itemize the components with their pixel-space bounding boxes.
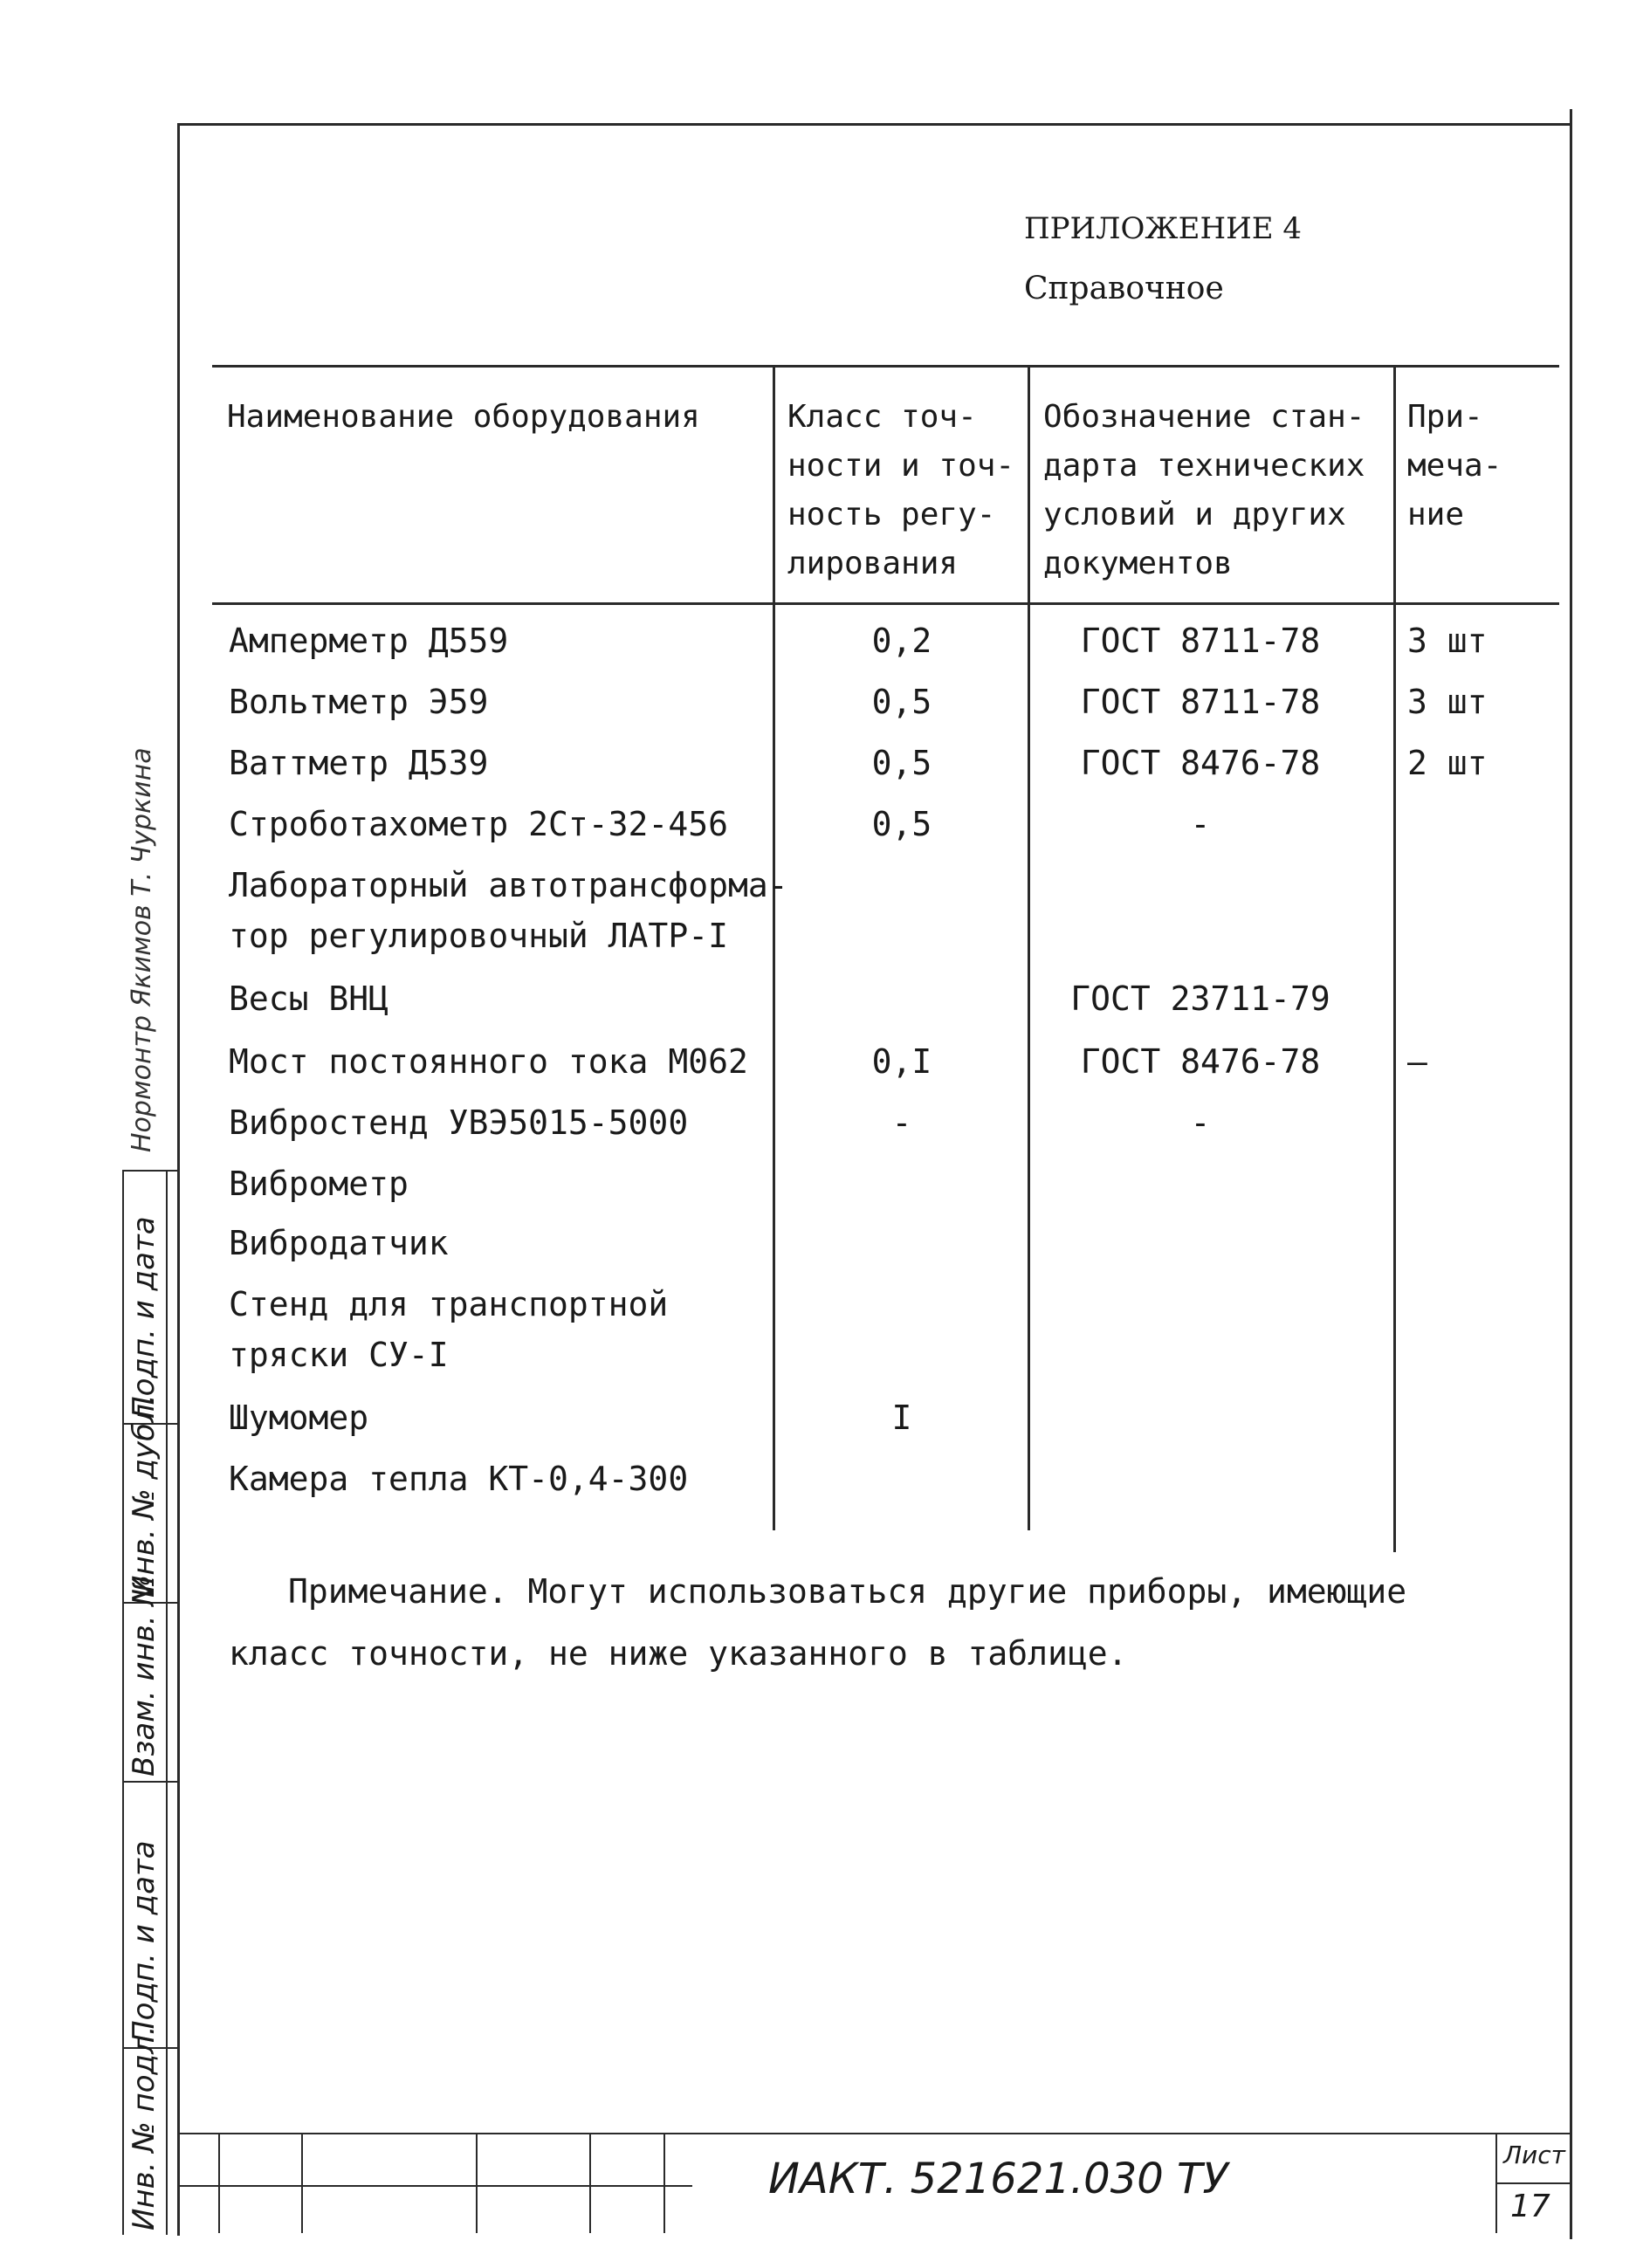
cell-name: Виброметр: [229, 1165, 409, 1203]
cell-standard: ГОСТ 8711-78: [1080, 683, 1321, 721]
cell-standard: ГОСТ 8711-78: [1080, 622, 1321, 660]
cell-note: —: [1407, 1042, 1427, 1081]
frame-left: [177, 123, 180, 2236]
stamp-label-vzam-inv: Взам. инв. №: [127, 1575, 162, 1777]
table-top-border: [212, 365, 1559, 368]
cell-name: Стенд для транспортной тряски СУ-I: [229, 1285, 669, 1374]
col-header-note: При- меча- ние: [1407, 399, 1502, 533]
note-line-2: класс точности, не ниже указанного в таблице.: [229, 1634, 1128, 1673]
cell-accuracy: I: [891, 1399, 912, 1437]
frame-top: [177, 123, 1571, 126]
footer-sep-3: [476, 2133, 478, 2233]
stamp-label-podp-data-1: Подп. и дата: [127, 1840, 162, 2043]
footer-top-line: [177, 2133, 1571, 2134]
note-line-1: Примечание. Могут использоваться другие приборы, имеющие: [288, 1572, 1407, 1611]
cell-note: 2 шт: [1407, 744, 1488, 782]
cell-accuracy: 0,5: [871, 744, 932, 782]
cell-name: Строботахометр 2Ст-32-456: [229, 805, 728, 843]
cell-note: 3 шт: [1407, 622, 1488, 660]
stamp-label-inv-dubl: Инв. № дубл.: [127, 1394, 162, 1598]
cell-note: 3 шт: [1407, 683, 1488, 721]
stamp-col-right: [166, 1170, 168, 2235]
cell-name: Шумомер: [229, 1399, 369, 1437]
cell-standard: ГОСТ 23711-79: [1070, 979, 1330, 1018]
table-header-border: [212, 602, 1559, 605]
stamp-label-podp-data-2: Подп. и дата: [127, 1216, 162, 1419]
footer-sheet-mid: [1495, 2182, 1571, 2184]
cell-accuracy: -: [891, 1103, 912, 1142]
table-col-sep-3: [1393, 365, 1396, 1552]
cell-standard: -: [1190, 805, 1211, 843]
footer-sep-4: [589, 2133, 591, 2233]
stamp-label-inv-podl: Инв. № подл.: [127, 2025, 162, 2230]
cell-accuracy: 0,5: [871, 805, 932, 843]
cell-name: Камера тепла КТ-0,4-300: [229, 1460, 689, 1498]
footer-sep-2: [301, 2133, 303, 2233]
cell-accuracy: 0,I: [871, 1042, 932, 1081]
table-col-sep-2: [1028, 365, 1030, 1530]
cell-name: Вибростенд УВЭ5015-5000: [229, 1103, 689, 1142]
stamp-sep-4: [122, 1781, 180, 1783]
cell-accuracy: 0,2: [871, 622, 932, 660]
col-header-standard: Обозначение стан- дарта технических условий и других документов: [1043, 399, 1365, 581]
col-header-accuracy: Класс точ- ности и точ- ность регу- лирования: [787, 399, 1015, 581]
col-header-name: Наименование оборудования: [227, 399, 700, 435]
cell-standard: -: [1190, 1103, 1211, 1142]
document-designation: ИАКТ. 521621.030 ТУ: [768, 2155, 1228, 2203]
cell-name: Амперметр Д559: [229, 622, 509, 660]
footer-sep-5: [663, 2133, 665, 2233]
frame-right: [1570, 109, 1572, 2239]
footer-sep-1: [218, 2133, 220, 2233]
stamp-handwriting: Нормонтр Якимов Т. Чуркина: [127, 747, 157, 1152]
sheet-label: Лист: [1503, 2141, 1565, 2169]
sheet-number: 17: [1510, 2189, 1550, 2224]
cell-name: Вибродатчик: [229, 1224, 449, 1262]
cell-name: Весы ВНЦ: [229, 979, 389, 1018]
cell-accuracy: 0,5: [871, 683, 932, 721]
appendix-title: ПРИЛОЖЕНИЕ 4: [1024, 211, 1303, 246]
cell-name: Вольтметр Э59: [229, 683, 489, 721]
cell-name: Ваттметр Д539: [229, 744, 489, 782]
cell-standard: ГОСТ 8476-78: [1080, 1042, 1321, 1081]
cell-standard: ГОСТ 8476-78: [1080, 744, 1321, 782]
appendix-subtitle: Справочное: [1024, 271, 1224, 306]
cell-name: Мост постоянного тока М062: [229, 1042, 748, 1081]
stamp-sep-1: [122, 1170, 180, 1172]
stamp-col-left: [122, 1170, 124, 2235]
cell-name: Лабораторный автотрансформа- тор регулировочный ЛАТР-I: [229, 866, 788, 955]
footer-mid-line: [177, 2185, 692, 2187]
